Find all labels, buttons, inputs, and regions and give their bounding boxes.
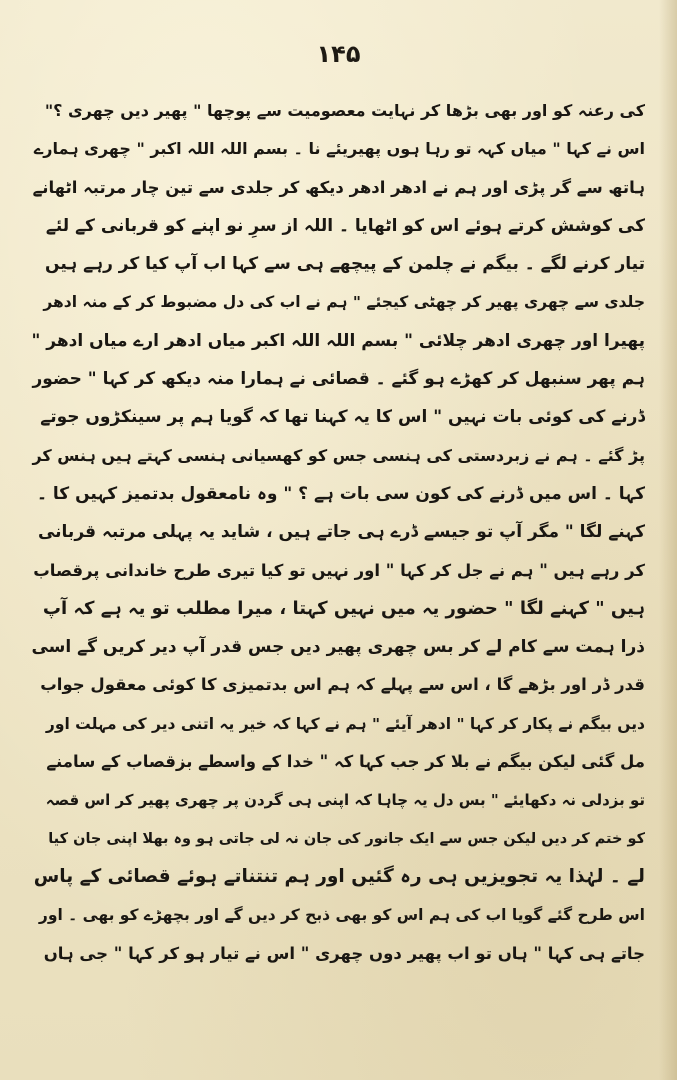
page-edge-shadow xyxy=(659,0,677,1080)
text-line: تو بزدلی نہ دکھایئے " بس دل یہ چاہا کہ اپنی ہی گردن پر چھری پھیر کر اس قصہ xyxy=(45,791,645,810)
text-line: کہنے لگا " مگر آپ تو جیسے ڈرے ہی جاتے ہیں ، شاید یہ پہلی مرتبہ قربانی xyxy=(37,522,645,543)
text-line: کو ختم کر دیں لیکن جس سے ایک جانور کی جان نہ لی جاتی ہو وہ بھلا اپنی جان کیا xyxy=(48,830,645,847)
text-line: اس طرح گئے گویا اب کی ہم اس کو بھی ذبح کر دیں گے اور بچھڑے کو بھی ۔ اور xyxy=(38,906,645,925)
text-line: ہیں " کہنے لگا " حضور یہ میں نہیں کہتا ، میرا مطلب تو یہ ہے کہ آپ xyxy=(42,597,645,619)
text-line: کی رعنہ کو اور بھی بڑھا کر نہایت معصومیت سے پوچھا " پھیر دیں چھری ؟" xyxy=(44,101,645,120)
text-line: پڑ گئے ۔ ہم نے زبردستی کی ہنسی جس کو کھسیانی ہنسی کہتے ہیں ہنس کر xyxy=(32,445,645,465)
text-line: ہاتھ سے گر پڑی اور ہم نے ادھر ادھر دیکھ کر جلدی سے تین چار مرتبہ اٹھانے xyxy=(32,177,645,197)
text-line: کی کوشش کرتے ہوئے اس کو اٹھایا ۔ اللہ از سرِ نو اپنے کو قربانی کے لئے xyxy=(45,215,645,236)
page-number: ۱۴۵ xyxy=(316,40,361,68)
text-line: جلدی سے چھری پھیر کر چھٹی کیجئے " ہم نے اب کی دل مضبوط کر کے منہ ادھر xyxy=(43,293,645,312)
text-line: مل گئی لیکن بیگم نے بلا کر جب کہا کہ " خدا کے واسطے بزقصاب کے سامنے xyxy=(46,752,645,772)
text-line: جاتے ہی کہا " ہاں تو اب پھیر دوں چھری " اس نے تیار ہو کر کہا " جی ہاں xyxy=(43,943,645,963)
body-text xyxy=(30,92,645,973)
text-line: ذرا ہمت سے کام لے کر بس چھری پھیر دیں جس قدر آپ دیر کریں گے اسی xyxy=(31,637,645,658)
text-line: ہم پھر سنبھل کر کھڑے ہو گئے ۔ قصائی نے ہمارا منہ دیکھ کر کہا " حضور xyxy=(32,369,645,390)
text-line: لے ۔ لہٰذا یہ تجویزیں ہی رہ گئیں اور ہم تنتناتے ہوئے قصائی کے پاس xyxy=(33,865,645,887)
text-line: قدر ڈر اور بڑھے گا ، اس سے پہلے کہ ہم اس بدتمیزی کا کوئی معقول جواب xyxy=(40,675,645,695)
text-line: کر رہے ہیں " ہم نے جل کر کہا " اور نہیں تو کیا تیری طرح خاندانی پرقصاب xyxy=(33,560,645,580)
text-line: دیں بیگم نے پکار کر کہا " ادھر آیئے " ہم نے کہا کہ خیر یہ اتنی دیر کی مہلت اور xyxy=(45,714,645,733)
text-line: ڈرنے کی کوئی بات نہیں " اس کا یہ کہنا تھا کہ گویا ہم پر سینکڑوں جوتے xyxy=(40,407,645,428)
text-line: تیار کرنے لگے ۔ بیگم نے چلمن کے پیچھے ہی سے کہا اب آپ کیا کر رہے ہیں xyxy=(45,254,645,275)
text-line: کہا ۔ اس میں ڈرنے کی کون سی بات ہے ؟ " وہ نامعقول بدتمیز کہیں کا ۔ xyxy=(37,483,645,504)
text-line: اس نے کہا " میاں کہہ تو رہا ہوں پھیریئے نا ۔ بسم اللہ اللہ اکبر " چھری ہمارے xyxy=(33,139,645,159)
text-line: پھیرا اور چھری ادھر چلائی " بسم اللہ اللہ اکبر میاں ادھر ارے میاں ادھر " xyxy=(31,330,645,351)
